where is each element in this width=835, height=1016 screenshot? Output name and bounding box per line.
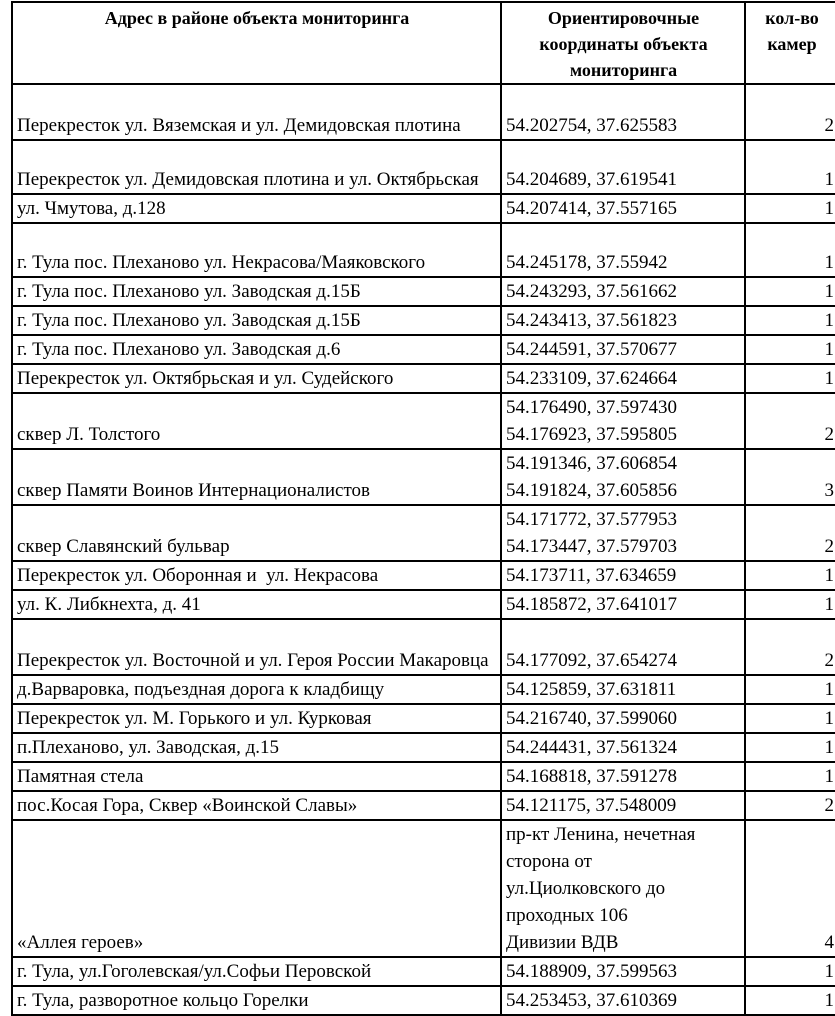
coordinates-cell <box>501 791 745 820</box>
camera-count-cell: 1 <box>745 561 835 590</box>
coordinates-cell <box>501 619 745 675</box>
coordinate-line: 54.204689, 37.619541 <box>506 169 677 190</box>
camera-count-cell: 2 <box>745 84 835 140</box>
coordinates-cell <box>501 84 745 140</box>
address-cell: ул. К. Либкнехта, д. 41 <box>12 590 501 619</box>
coordinate-line: Дивизии ВДВ <box>506 932 619 953</box>
table-row <box>12 223 835 277</box>
coordinate-line: 54.191346, 37.606854 <box>506 453 677 474</box>
table-row <box>12 791 835 820</box>
coordinates-cell <box>501 561 745 590</box>
coordinates-cell <box>501 733 745 762</box>
coordinates-cell <box>501 675 745 704</box>
camera-count-cell: 1 <box>745 986 835 1015</box>
table-row <box>12 561 835 590</box>
coordinates-cell <box>501 194 745 223</box>
address-cell: Перекресток ул. Оборонная и ул. Некрасова <box>12 561 501 590</box>
coordinates-cell <box>501 335 745 364</box>
camera-count-cell: 1 <box>745 306 835 335</box>
table-row <box>12 505 835 561</box>
coordinates-cell <box>501 277 745 306</box>
coordinate-line: 54.185872, 37.641017 <box>506 594 677 615</box>
camera-count-cell: 1 <box>745 364 835 393</box>
header-address: Адрес в районе объекта мониторинга <box>12 2 501 84</box>
table-row <box>12 393 835 449</box>
table-row <box>12 733 835 762</box>
table-row <box>12 675 835 704</box>
coordinate-line: 54.244591, 37.570677 <box>506 339 677 360</box>
coordinates-cell <box>501 704 745 733</box>
coordinate-line: 54.171772, 37.577953 <box>506 509 677 530</box>
coordinate-line: 54.188909, 37.599563 <box>506 961 677 982</box>
table-row <box>12 590 835 619</box>
address-cell: сквер Славянский бульвар <box>12 505 501 561</box>
address-cell: п.Плеханово, ул. Заводская, д.15 <box>12 733 501 762</box>
camera-count-cell: 2 <box>745 505 835 561</box>
coordinates-cell <box>501 762 745 791</box>
camera-count-cell: 1 <box>745 335 835 364</box>
address-cell: г. Тула пос. Плеханово ул. Заводская д.15Б <box>12 306 501 335</box>
table-row <box>12 335 835 364</box>
coordinate-line: 54.207414, 37.557165 <box>506 198 677 219</box>
header-cameras: кол-во камер <box>745 2 835 84</box>
monitoring-table <box>11 1 835 1016</box>
coordinate-line: 54.202754, 37.625583 <box>506 115 677 136</box>
coordinates-cell <box>501 820 745 957</box>
camera-count-cell: 1 <box>745 223 835 277</box>
coordinates-cell <box>501 590 745 619</box>
camera-count-cell: 1 <box>745 762 835 791</box>
table-row <box>12 986 835 1015</box>
coordinate-line: 54.176490, 37.597430 <box>506 397 677 418</box>
coordinate-line: 54.245178, 37.55942 <box>506 252 668 273</box>
camera-count-cell: 2 <box>745 393 835 449</box>
coordinate-line: 54.233109, 37.624664 <box>506 368 677 389</box>
address-cell: г. Тула, ул.Гоголевская/ул.Софьи Перовской <box>12 957 501 986</box>
coordinate-line: 54.216740, 37.599060 <box>506 708 677 729</box>
address-cell: Перекресток ул. Вяземская и ул. Демидовская плотина <box>12 84 501 140</box>
coordinate-line: 54.191824, 37.605856 <box>506 480 677 501</box>
table-row <box>12 364 835 393</box>
coordinates-cell <box>501 140 745 194</box>
camera-count-cell: 1 <box>745 704 835 733</box>
camera-count-cell: 3 <box>745 449 835 505</box>
table-row <box>12 84 835 140</box>
coordinates-cell <box>501 957 745 986</box>
coordinate-line: 54.125859, 37.631811 <box>506 679 677 700</box>
table-row <box>12 762 835 791</box>
camera-count-cell: 1 <box>745 590 835 619</box>
coordinate-line: 54.244431, 37.561324 <box>506 737 677 758</box>
address-cell: Перекресток ул. Восточной и ул. Героя России Макаровца <box>12 619 501 675</box>
coordinate-line: 54.173711, 37.634659 <box>506 565 677 586</box>
coordinate-line: 54.253453, 37.610369 <box>506 990 677 1011</box>
camera-count-cell: 1 <box>745 194 835 223</box>
coordinate-line: 54.243413, 37.561823 <box>506 310 677 331</box>
camera-count-cell: 1 <box>745 140 835 194</box>
table-row <box>12 277 835 306</box>
table-row <box>12 140 835 194</box>
table-row <box>12 194 835 223</box>
camera-count-cell: 1 <box>745 957 835 986</box>
address-cell: сквер Памяти Воинов Интернационалистов <box>12 449 501 505</box>
coordinates-cell <box>501 306 745 335</box>
coordinates-cell <box>501 505 745 561</box>
camera-count-cell: 1 <box>745 675 835 704</box>
coordinate-line: проходных 106 <box>506 905 628 926</box>
address-cell: Памятная стела <box>12 762 501 791</box>
camera-count-cell: 1 <box>745 277 835 306</box>
address-cell: д.Варваровка, подъездная дорога к кладбищу <box>12 675 501 704</box>
header-coordinates: Ориентировочные координаты объекта мониторинга <box>501 2 745 84</box>
address-cell: пос.Косая Гора, Сквер «Воинской Славы» <box>12 791 501 820</box>
address-cell: Перекресток ул. Октябрьская и ул. Судейского <box>12 364 501 393</box>
coordinate-line: 54.177092, 37.654274 <box>506 650 677 671</box>
table-row <box>12 619 835 675</box>
camera-count-cell: 2 <box>745 791 835 820</box>
table-row <box>12 306 835 335</box>
address-cell: г. Тула, разворотное кольцо Горелки <box>12 986 501 1015</box>
coordinate-line: сторона от <box>506 851 592 872</box>
address-cell: Перекресток ул. Демидовская плотина и ул. Октябрьская <box>12 140 501 194</box>
header-row <box>12 2 835 84</box>
address-cell: г. Тула пос. Плеханово ул. Некрасова/Маяковского <box>12 223 501 277</box>
address-cell: ул. Чмутова, д.128 <box>12 194 501 223</box>
address-cell: сквер Л. Толстого <box>12 393 501 449</box>
table-row <box>12 449 835 505</box>
address-cell: г. Тула пос. Плеханово ул. Заводская д.15Б <box>12 277 501 306</box>
coordinate-line: 54.173447, 37.579703 <box>506 536 677 557</box>
coordinates-cell <box>501 364 745 393</box>
table-row <box>12 957 835 986</box>
coordinates-cell <box>501 223 745 277</box>
table-row <box>12 820 835 957</box>
camera-count-cell: 1 <box>745 733 835 762</box>
coordinate-line: 54.176923, 37.595805 <box>506 424 677 445</box>
coordinate-line: ул.Циолковского до <box>506 878 666 899</box>
address-cell: Перекресток ул. М. Горького и ул. Курковая <box>12 704 501 733</box>
coordinate-line: пр-кт Ленина, нечетная <box>506 824 696 845</box>
coordinates-cell <box>501 449 745 505</box>
address-cell: «Аллея героев» <box>12 820 501 957</box>
address-cell: г. Тула пос. Плеханово ул. Заводская д.6 <box>12 335 501 364</box>
camera-count-cell: 4 <box>745 820 835 957</box>
table-row <box>12 704 835 733</box>
coordinate-line: 54.121175, 37.548009 <box>506 795 677 816</box>
coordinate-line: 54.243293, 37.561662 <box>506 281 677 302</box>
coordinates-cell <box>501 986 745 1015</box>
coordinate-line: 54.168818, 37.591278 <box>506 766 677 787</box>
camera-count-cell: 2 <box>745 619 835 675</box>
coordinates-cell <box>501 393 745 449</box>
